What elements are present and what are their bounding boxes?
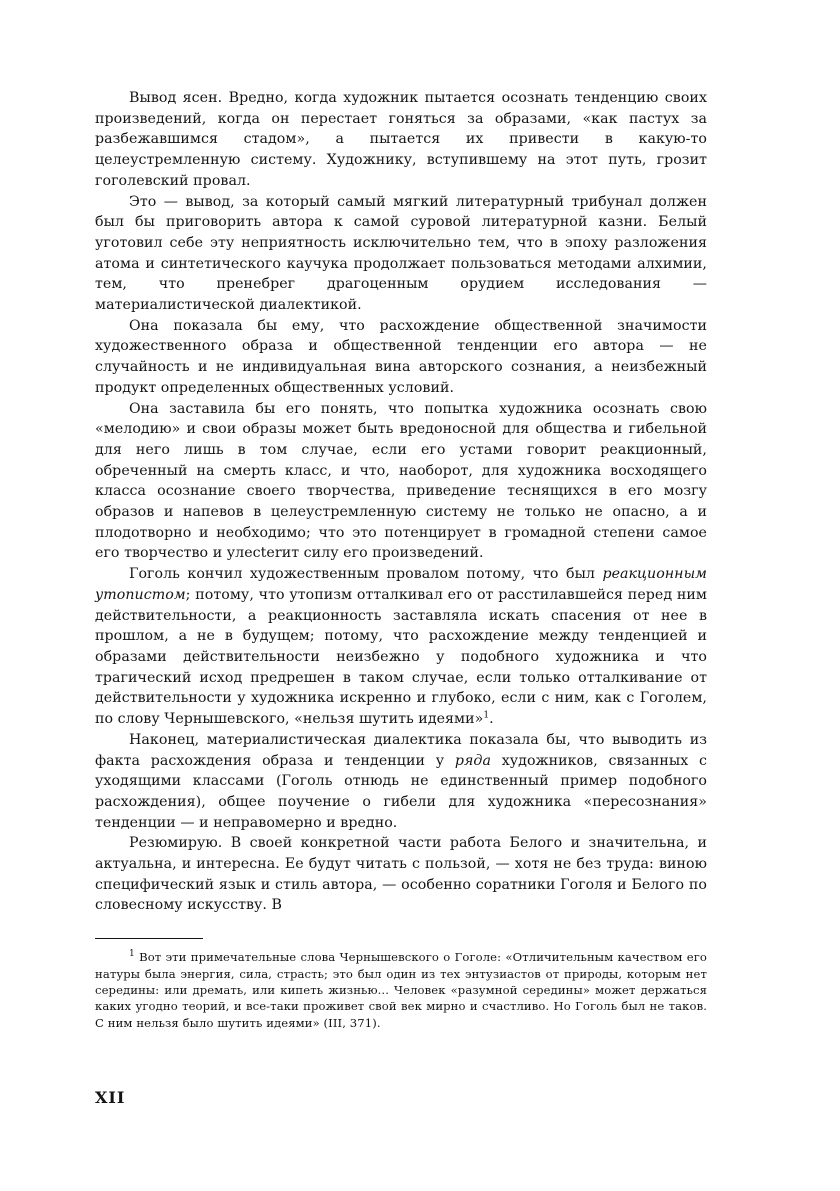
paragraph-finally xyxy=(95,730,707,834)
gogol-failure-text-after: ; потому, что утопизм отталкивал его от расстилавшейся перед ним действительности, а реакционность заставляла искать спасения от нее в прошлом, а не в будущем; потому, что расхождение между тенденцией и образами действительности неизбежно у подобного художника и что трагический исход предрешен в таком случае, если только отталкивание от действительности у художника искренно и глубоко, если с ним, как с Гоголем, по слову Чернышевского, «нельзя шутить идеями» xyxy=(95,586,707,728)
reactionary-utopian-emphasis: реакционным утопистом xyxy=(95,566,707,603)
paragraph-verdict: Это — вывод, за который самый мягкий литературный трибунал должен был бы приговорить автора к самой суровой литературной казни. Белый уготовил себе эту неприятность исключительно тем, что в эпоху разложения атома и синтетического каучука продолжает пользоваться методами алхимии, тем, что пренебрег драгоценным орудием исследования — материалистической диалектикой. xyxy=(95,193,707,314)
footnote-marker: 1 xyxy=(129,949,135,960)
footnote-divider xyxy=(95,938,203,939)
paragraph-divergence: Она показала бы ему, что расхождение общественной значимости художественного образа и общественной тенденции его автора — не случайность и не индивидуальная вина авторского сознания, а неизбежный продукт определенных общественных условий. xyxy=(95,317,707,396)
gogol-failure-text-before: Гоголь кончил художественным провалом потому, что был xyxy=(129,566,603,583)
footnote-text: Вот эти примечательные слова Чернышевского о Гоголе: «Отличительным качеством его натуры была энергия, сила, страсть; это был один из тех энтузиастов от природы, которым нет середины: или дремать, или кипеть жизнью... Человек «разумной середины» может держаться каких угодно теорий, и все-таки проживет свой век мирно и счастливо. Но Гоголь был не таков. С ним нельзя было шутить идеями» (III, 371). xyxy=(95,950,707,1030)
paragraph-conclusion: Вывод ясен. Вредно, когда художник пытается осознать тенденцию своих произведений, когда он перестает гоняться за образами, «как пастух за разбежавшимся стадом», а пытается их привести в какую-то целеустремленную систему. Художнику, вступившему на этот путь, грозит гоголевский провал. xyxy=(95,90,707,189)
paragraph-melody: Она заставила бы его понять, что попытка художника осознать свою «мелодию» и свои образы может быть вредоносной для общества и гибельной для него лишь в том случае, если его устами говорит реакционный, обреченный на смерть класс, и что, наоборот, для художника восходящего класса осознание своего творчества, приведение теснящихся в его мозгу образов и напевов в целеустремленную систему не только не опасно, а и плодотворно и необходимо; что это потенцирует в громадной степени самое его творчество и улесterит силу его произведений. xyxy=(95,400,707,562)
footnote xyxy=(95,949,707,1031)
footnote-reference: 1 xyxy=(483,710,490,721)
finally-text-before: Наконец, материалистическая диалектика показала бы, что выводить из факта расхождения образа и тенденции у xyxy=(95,731,707,769)
page-content xyxy=(95,88,707,1031)
paragraph-summary: Резюмирую. В своей конкретной части работа Белого и значительна, и актуальна, и интересна. Ее будут читать с пользой, — хотя не без труда: виною специфический язык и стиль автора, — особенно соратники Гоголя и Белого по словесному искусству. В xyxy=(95,835,707,914)
paragraph-gogol-failure: Гоголь кончил художественным провалом потому, что был реакционным утопистом; потому, что утопизм отталкивал его от расстилавшейся перед ним действительности, а реакционность заставляла искать спасения от нее в прошлом, а не в будущем; потому, что расхождение между тенденцией и образами действительности неизбежно у подобного художника и что трагический исход предрешен в таком случае, если только отталкивание от действительности у художника искренно и глубоко, если с ним, как с Гоголем, по слову Чернышевского, «нельзя шутить идеями»$^1$. xyxy=(95,566,707,728)
finally-text-after: художников, связанных с уходящими классами (Гоголь отнюдь не единственный пример подобного расхождения), общее поучение о гибели для художника «пересознания» тенденции — и неправомерно и вредно. xyxy=(95,752,707,831)
page-number: XII xyxy=(95,1088,126,1107)
series-emphasis: ряда xyxy=(454,752,491,769)
